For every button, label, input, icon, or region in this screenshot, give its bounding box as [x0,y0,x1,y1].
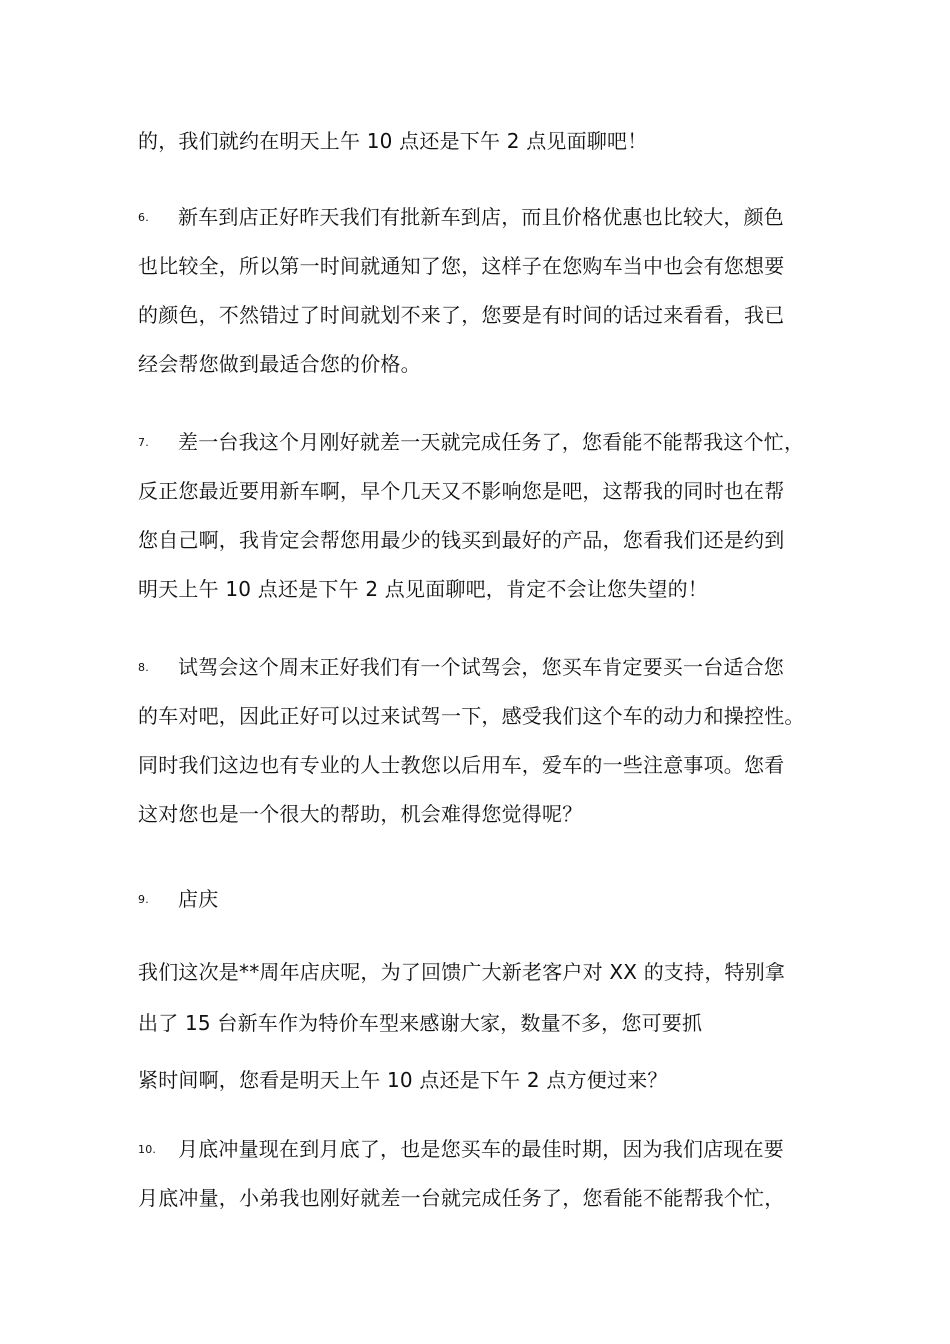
item-6-line-2: 也比较全，所以第一时间就通知了您，这样子在您购车当中也会有您想要 [138,254,785,278]
item-7-line-2: 反正您最近要用新车啊，早个几天又不影响您是吧，这帮我的同时也在帮 [138,479,785,503]
item-8-first-line [138,653,838,683]
item-7-line-3: 您自己啊，我肯定会帮您用最少的钱买到最好的产品，您看我们还是约到 [138,528,785,552]
item-number: 8. [138,660,149,674]
item-7-first-line [138,428,838,458]
item-9-heading [138,885,838,915]
item-number: 6. [138,210,149,224]
item-number: 10. [138,1142,157,1156]
item-8-line-3: 同时我们这边也有专业的人士教您以后用车，爱车的一些注意事项。您看 [138,753,785,777]
item-10-line-1: 月底冲量现在到月底了，也是您买车的最佳时期，因为我们店现在要 [178,1137,784,1161]
item-9-title: 店庆 [178,887,219,911]
item-9-line-4: 紧时间啊，您看是明天上午 10 点还是下午 2 点方便过来？ [138,1068,668,1092]
item-7-line-4: 明天上午 10 点还是下午 2 点见面聊吧，肯定不会让您失望的！ [138,577,709,601]
intro-line: 的，我们就约在明天上午 10 点还是下午 2 点见面聊吧！ [138,129,648,153]
item-7-line-1: 差一台我这个月刚好就差一天就完成任务了，您看能不能帮我这个忙， [178,430,805,454]
item-8-line-4: 这对您也是一个很大的帮助，机会难得您觉得呢？ [138,802,583,826]
item-number: 7. [138,435,149,449]
item-6-line-4: 经会帮您做到最适合您的价格。 [138,352,421,376]
item-8-line-2: 的车对吧，因此正好可以过来试驾一下，感受我们这个车的动力和操控性。 [138,704,805,728]
item-10-line-2: 月底冲量，小弟我也刚好就差一台就完成任务了，您看能不能帮我个忙， [138,1186,785,1210]
item-number: 9. [138,892,149,906]
item-8-line-1: 试驾会这个周末正好我们有一个试驾会，您买车肯定要买一台适合您 [178,655,784,679]
item-9-line-2: 我们这次是**周年店庆呢，为了回馈广大新老客户对 XX 的支持，特别拿 [138,960,786,984]
item-6-line-3: 的颜色，不然错过了时间就划不来了，您要是有时间的话过来看看，我已 [138,303,785,327]
item-6-first-line [138,203,838,233]
item-10-first-line [138,1135,838,1165]
item-9-line-3: 出了 15 台新车作为特价车型来感谢大家，数量不多，您可要抓 [138,1011,703,1035]
item-6-line-1: 新车到店正好昨天我们有批新车到店，而且价格优惠也比较大，颜色 [178,205,784,229]
